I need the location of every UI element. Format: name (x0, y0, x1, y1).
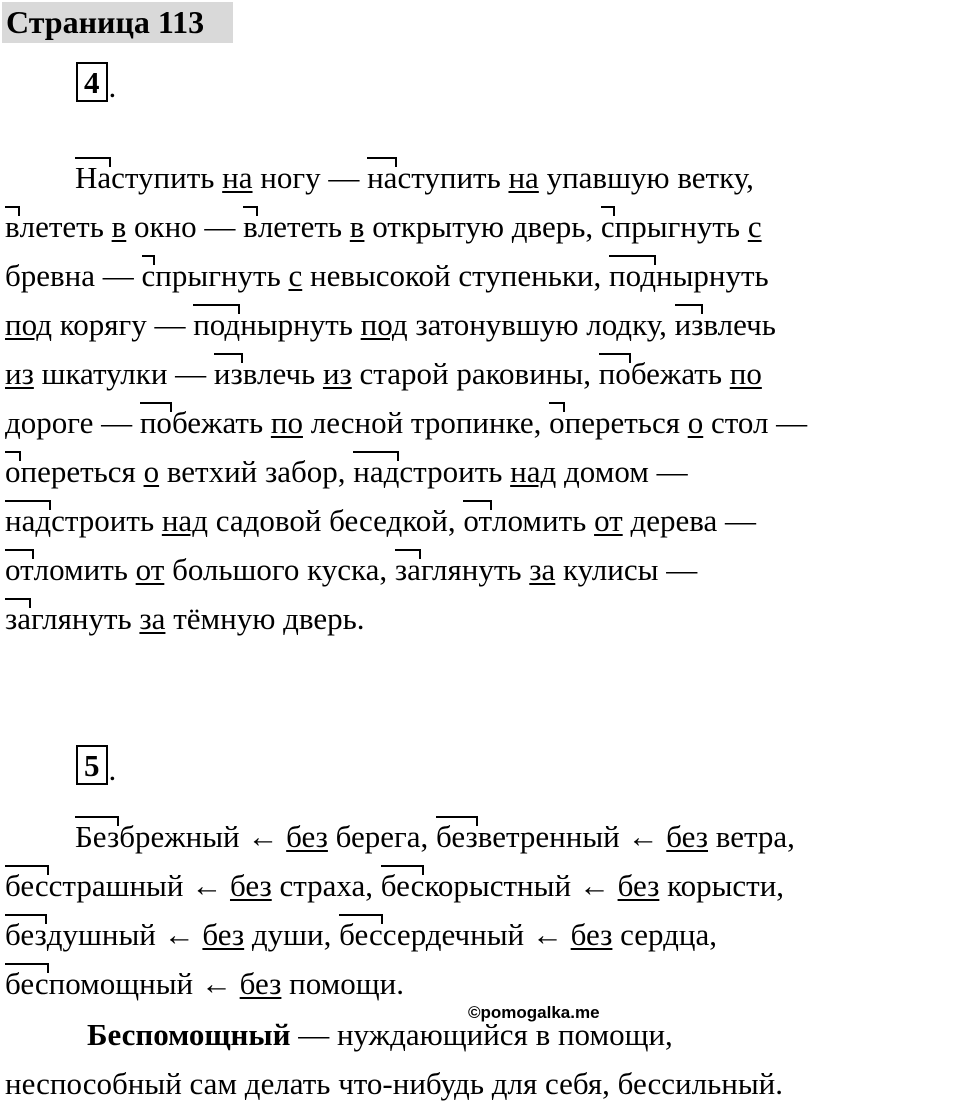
prefix-mark: над (5, 496, 51, 545)
text-fragment: старой раковины, (351, 356, 599, 391)
text-fragment: строить (51, 503, 162, 538)
text-fragment: ступить (397, 160, 509, 195)
task-5-text (5, 812, 957, 1008)
text-fragment: ломить (33, 552, 136, 587)
preposition: из (322, 356, 352, 391)
text-fragment: тёмную дверь. (165, 601, 365, 636)
text-fragment: открытую дверь, (364, 209, 601, 244)
text-fragment: корысти, (659, 868, 785, 903)
task4-line (5, 202, 957, 251)
prefix-mark: под (193, 300, 240, 349)
prefix-mark: по (140, 398, 172, 447)
text-fragment: садовой беседкой, (207, 503, 464, 538)
text-fragment: переться (564, 405, 688, 440)
preposition: без (239, 966, 282, 1001)
text-fragment: ветра, (708, 819, 795, 854)
text-fragment: бревна — (5, 258, 142, 293)
preposition: без (570, 917, 613, 952)
text-fragment: лететь (19, 209, 112, 244)
preposition: без (202, 917, 245, 952)
task-5-number (76, 745, 116, 785)
task5-line (5, 861, 957, 910)
prefix-mark: На (75, 153, 111, 202)
text-fragment: глянуть (420, 552, 530, 587)
prefix-mark: без (5, 910, 47, 959)
prefix-mark: с (601, 202, 615, 251)
text-fragment: сердца, (612, 917, 718, 952)
definition-text-1: — нуждающийся в помощи, (290, 1017, 673, 1052)
text-fragment: дороге — (5, 405, 140, 440)
preposition: за (529, 552, 556, 587)
prefix-mark: из (675, 300, 704, 349)
task4-line (5, 545, 957, 594)
task-5-number-box: 5 (76, 745, 108, 785)
prefix-mark: бес (339, 910, 383, 959)
preposition: под (360, 307, 408, 342)
preposition: без (617, 868, 660, 903)
text-fragment: души, (244, 917, 340, 952)
text-fragment: страшный ← (48, 868, 230, 903)
text-fragment: корягу — (51, 307, 194, 342)
prefix-mark: в (243, 202, 258, 251)
text-fragment: большого куска, (164, 552, 395, 587)
task4-line (5, 251, 957, 300)
text-fragment: берега, (327, 819, 437, 854)
text-fragment: помощный ← (48, 966, 240, 1001)
task4-line (5, 398, 957, 447)
definition-line-1 (5, 1010, 957, 1059)
text-fragment: шкатулки — (33, 356, 214, 391)
text-fragment: душный ← (46, 917, 203, 952)
prefix-mark: Без (75, 812, 119, 861)
preposition: по (729, 356, 762, 391)
prefix-mark: под (609, 251, 656, 300)
preposition: с (747, 209, 762, 244)
prefix-mark: из (214, 349, 243, 398)
prefix-mark: в (5, 202, 20, 251)
text-fragment: упавшую ветку, (538, 160, 754, 195)
text-fragment: глянуть (31, 601, 140, 636)
prefix-mark: о (5, 447, 21, 496)
text-fragment: нырнуть (240, 307, 361, 342)
preposition: без (229, 868, 272, 903)
preposition: на (508, 160, 539, 195)
preposition: от (135, 552, 165, 587)
task4-line (5, 496, 957, 545)
text-fragment: дерева — (622, 503, 756, 538)
text-fragment: лететь (257, 209, 350, 244)
text-fragment: влечь (242, 356, 323, 391)
preposition: без (666, 819, 709, 854)
preposition: с (288, 258, 303, 293)
task-5-definition (5, 1010, 957, 1108)
prefix-mark: от (463, 496, 492, 545)
text-fragment: влечь (703, 307, 776, 342)
prefix-mark: на (367, 153, 397, 202)
task4-line (5, 447, 957, 496)
task4-line (5, 594, 957, 643)
watermark: ©pomogalka.me (468, 1003, 600, 1022)
text-fragment: кулисы — (555, 552, 698, 587)
prefix-mark: за (5, 594, 31, 643)
text-fragment: переться (20, 454, 144, 489)
task4-line (5, 349, 957, 398)
text-fragment: корыстный ← (424, 868, 618, 903)
text-fragment: затонувшую лодку, (407, 307, 675, 342)
preposition: на (222, 160, 253, 195)
preposition: под (5, 307, 52, 342)
task-4-text (5, 153, 957, 643)
task5-line (5, 959, 957, 1008)
text-fragment: невысокой ступеньки, (302, 258, 610, 293)
task-5-number-dot: . (108, 752, 117, 787)
task-4-number-box: 4 (76, 62, 108, 102)
prefix-mark: бес (5, 959, 49, 1008)
prefix-mark: без (436, 812, 478, 861)
preposition: за (139, 601, 166, 636)
text-fragment: ветхий забор, (159, 454, 354, 489)
page-title: Страница 113 (2, 2, 233, 43)
preposition: из (5, 356, 34, 391)
text-fragment: окно — (126, 209, 244, 244)
text-fragment: стол — (703, 405, 808, 440)
text-fragment: помощи. (281, 966, 404, 1001)
preposition: по (270, 405, 303, 440)
task-4-number (76, 62, 116, 102)
prefix-mark: над (353, 447, 399, 496)
prefix-mark: от (5, 545, 34, 594)
text-fragment: бежать (630, 356, 730, 391)
text-fragment: сердечный ← (382, 917, 571, 952)
text-fragment: лесной тропинке, (302, 405, 550, 440)
preposition: в (111, 209, 127, 244)
task4-line (5, 300, 957, 349)
task5-line (5, 812, 957, 861)
text-fragment: ломить (492, 503, 595, 538)
preposition: о (143, 454, 160, 489)
prefix-mark: бес (381, 861, 425, 910)
text-fragment: прыгнуть (614, 209, 748, 244)
text-fragment: домом — (556, 454, 688, 489)
text-fragment: брежный ← (119, 819, 287, 854)
task5-line (5, 910, 957, 959)
preposition: над (510, 454, 557, 489)
definition-term: Беспомощный (87, 1017, 291, 1052)
prefix-mark: по (599, 349, 631, 398)
definition-line-2: неспособный сам делать что-нибудь для себя, бессильный. (5, 1066, 783, 1101)
text-fragment: ветренный ← (477, 819, 667, 854)
preposition: от (594, 503, 623, 538)
text-fragment: страха, (271, 868, 381, 903)
text-fragment: ступить (111, 160, 223, 195)
preposition: в (349, 209, 365, 244)
prefix-mark: с (142, 251, 156, 300)
prefix-mark: бес (5, 861, 49, 910)
text-fragment: ногу — (252, 160, 368, 195)
prefix-mark: о (549, 398, 565, 447)
text-fragment: нырнуть (656, 258, 769, 293)
task-4-number-dot: . (108, 69, 117, 104)
preposition: над (161, 503, 208, 538)
text-fragment: прыгнуть (155, 258, 289, 293)
preposition: без (286, 819, 328, 854)
preposition: о (687, 405, 704, 440)
prefix-mark: за (395, 545, 421, 594)
text-fragment: бежать (171, 405, 271, 440)
text-fragment: строить (399, 454, 511, 489)
task4-line (5, 153, 957, 202)
